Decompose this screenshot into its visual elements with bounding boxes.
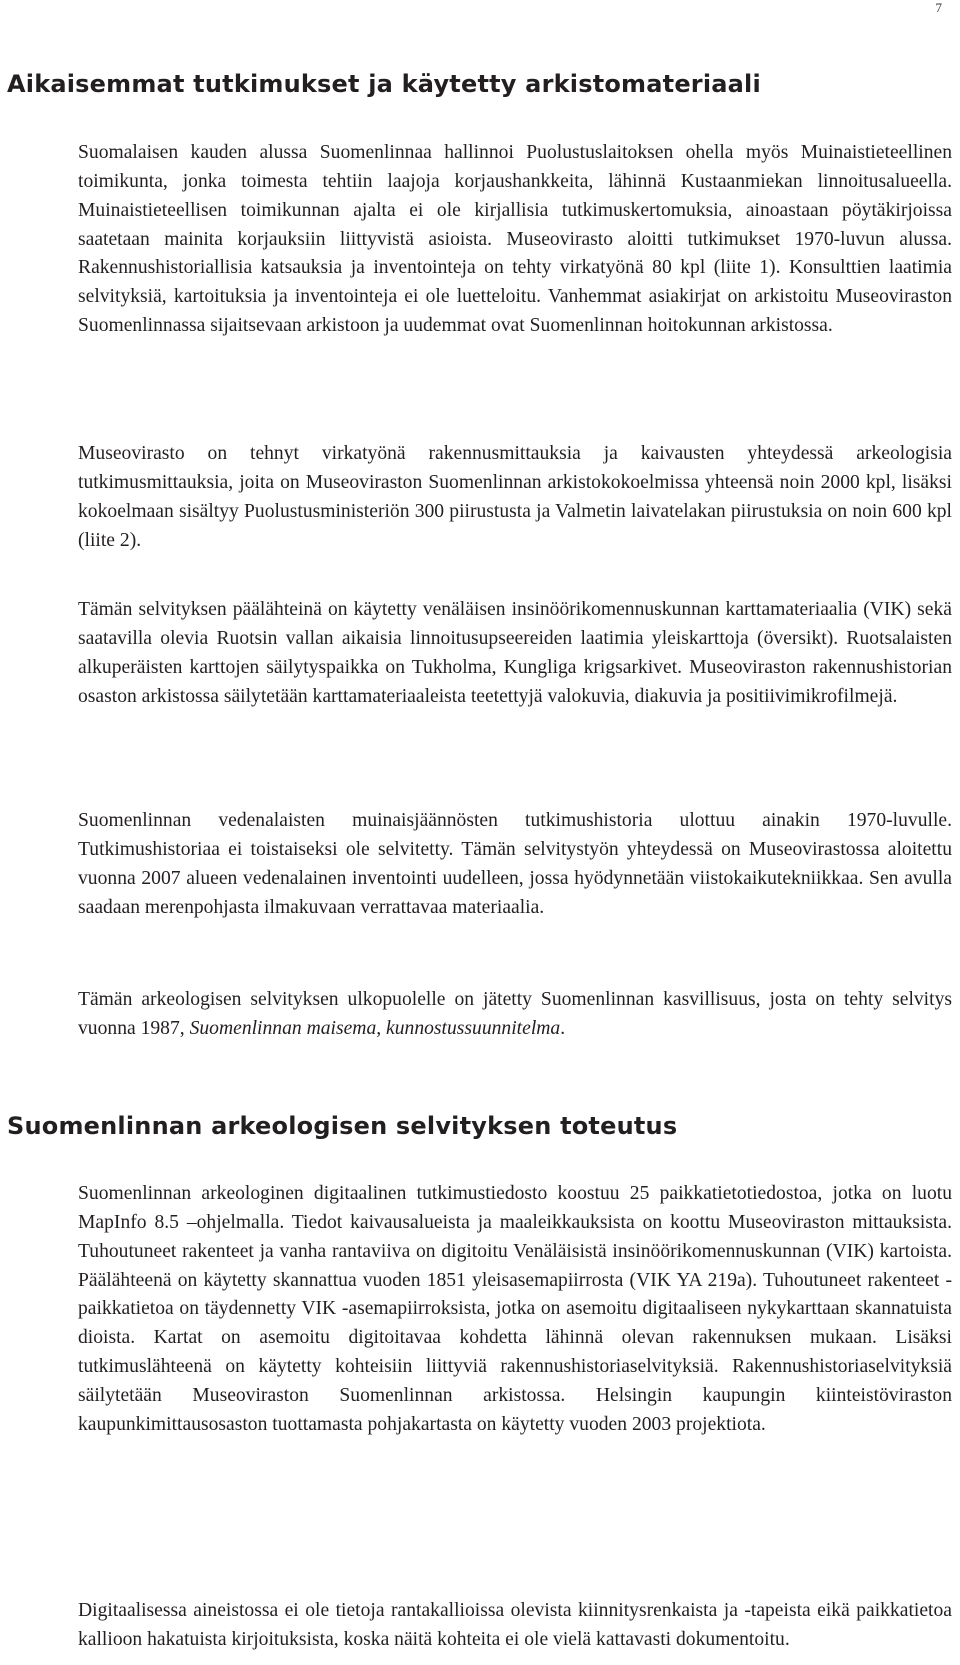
paragraph: Suomenlinnan arkeologinen digitaalinen tutkimustiedosto koostuu 25 paikkatietotiedostoa, jotka on luotu MapInfo 8.5 –ohjelmalla. Tiedot kaivausalueista ja maaleikkauksista on koottu Museoviraston mittauksista. Tuhoutuneet rakenteet ja vanha rantaviiva on digitoitu Venäläisistä insinöörikomennuskunnan (VIK) kartoista. Päälähteenä on käytetty skannattua vuoden 1851 yleisasemapiirrosta (VIK YA 219a). Tuhoutuneet rakenteet -paikkatietoa on täydennetty VIK -asemapiirroksista, jotka on asemoitu digitaaliseen nykykarttaan skannatuista dioista. Kartat on asemoitu digitoitavaa kohdetta lähinnä olevan rakennuksen mukaan. Lisäksi tutkimuslähteenä on käytetty kohteisiin liittyviä rakennushistoriaselvityksiä. Rakennushistoriaselvityksiä säilytetään Museoviraston Suomenlinnan arkistossa. Helsingin kaupungin kiinteistöviraston kaupunkimittausosaston tuottamasta pohjakartasta on käytetty vuoden 2003 projektiota. — [78, 1183, 952, 1435]
section-heading-archive-materials: Aikaisemmat tutkimukset ja käytetty arkistomateriaali — [7, 70, 761, 98]
paragraph: Suomenlinnan vedenalaisten muinaisjäännösten tutkimushistoria ulottuu ainakin 1970-luvulle. Tutkimushistoriaa ei toistaiseksi ole selvitetty. Tämän selvitystyön yhteydessä on Museovirastossa aloitettu vuonna 2007 alueen vedenalainen inventointi uudelleen, jossa hyödynnetään viistokaikutekniikkaa. Sen avulla saadaan merenpohjasta ilmakuvaan verrattavaa materiaalia. — [78, 810, 952, 918]
publication-title: Suomenlinnan maisema, kunnostussuunnitelma — [189, 1017, 561, 1039]
paragraph-end: . — [560, 1017, 566, 1039]
paragraph: Suomalaisen kauden alussa Suomenlinnaa hallinnoi Puolustuslaitoksen ohella myös Muinaistieteellinen toimikunta, jonka toimesta tehtiin laajoja korjaushankkeita, lähinnä Kustaanmiekan linnoitusalueella. Muinaistieteellisen toimikunnan ajalta ei ole kirjallisia tutkimuskertomuksia, ainoastaan pöytäkirjoissa saatetaan mainita korjauksiin liittyvistä asioista. Museovirasto aloitti tutkimukset 1970-luvun alussa. Rakennushistoriallisia katsauksia ja inventointeja on tehty virkatyönä 80 kpl (liite 1). Konsulttien laatimia selvityksiä, kartoituksia ja inventointeja ei ole luetteloitu. Vanhemmat asiakirjat on arkistoitu Museoviraston Suomenlinnassa sijaitsevaan arkistoon ja uudemmat ovat Suomenlinnan hoitokunnan arkistossa. — [78, 142, 952, 337]
paragraph — [78, 986, 952, 1044]
section-heading-implementation: Suomenlinnan arkeologisen selvityksen toteutus — [7, 1112, 678, 1140]
paragraph: Museovirasto on tehnyt virkatyönä rakennusmittauksia ja kaivausten yhteydessä arkeologisia tutkimusmittauksia, joita on Museoviraston Suomenlinnan arkistokokoelmissa yhteensä noin 2000 kpl, lisäksi kokoelmaan sisältyy Puolustusministeriön 300 piirustusta ja Valmetin laivatelakan piirustuksia on noin 600 kpl (liite 2). — [78, 443, 952, 551]
paragraph: Tämän selvityksen päälähteinä on käytetty venäläisen insinöörikomennuskunnan karttamateriaalia (VIK) sekä saatavilla olevia Ruotsin vallan aikaisia linnoitusupseereiden laatimia yleiskarttoja (översikt). Ruotsalaisten alkuperäisten karttojen säilytyspaikka on Tukholma, Kungliga krigsarkivet. Museoviraston rakennushistorian osaston arkistossa säilytetään karttamateriaaleista teetettyjä valokuvia, diakuvia ja positiivimikrofilmejä. — [78, 599, 952, 707]
paragraph: Digitaalisessa aineistossa ei ole tietoja rantakallioissa olevista kiinnitysrenkaista ja -tapeista eikä paikkatietoa kallioon hakatuista kirjoituksista, koska näitä kohteita ei ole vielä kattavasti dokumentoitu. — [78, 1600, 952, 1650]
page-number: 7 — [935, 0, 942, 15]
paragraph-text: Tämän arkeologisen selvityksen ulkopuolelle on jätetty Suomenlinnan kasvillisuus, josta on tehty selvitys vuonna 1987, — [78, 989, 952, 1039]
